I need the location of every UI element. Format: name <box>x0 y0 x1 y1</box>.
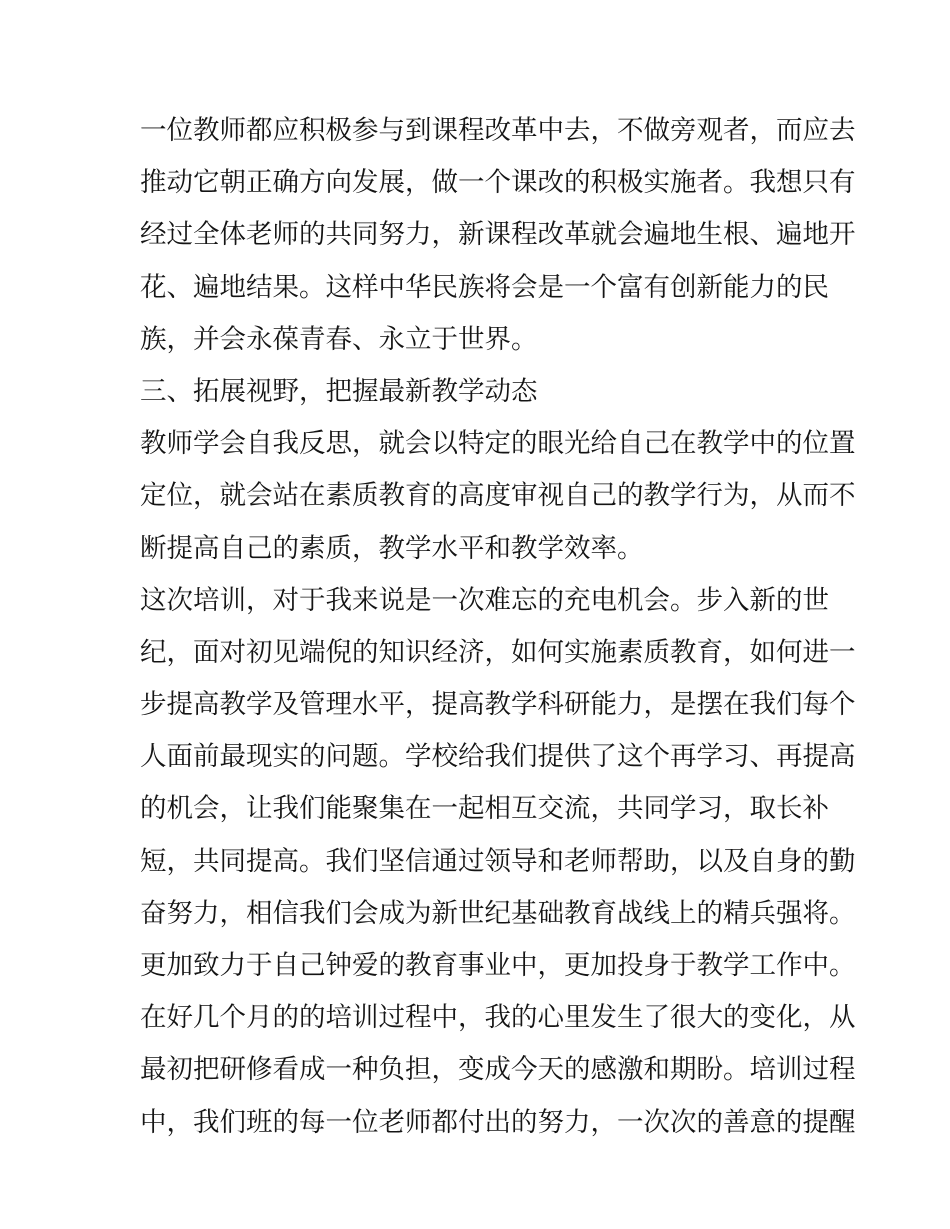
paragraph-line: 纪，面对初见端倪的知识经济，如何实施素质教育，如何进一 <box>140 636 856 668</box>
paragraph-line: 人面前最现实的问题。学校给我们提供了这个再学习、再提高 <box>140 741 856 773</box>
paragraph-line: 短，共同提高。我们坚信通过领导和老师帮助，以及自身的勤 <box>140 845 856 877</box>
paragraph-line: 的机会，让我们能聚集在一起相互交流，共同学习，取长补 <box>140 793 829 825</box>
paragraph-line: 一位教师都应积极参与到课程改革中去，不做旁观者，而应去 <box>140 115 856 146</box>
paragraph-line: 步提高教学及管理水平，提高教学科研能力，是摆在我们每个 <box>140 689 856 721</box>
paragraph-line: 中，我们班的每一位老师都付出的努力，一次次的善意的提醒 <box>140 1106 856 1138</box>
paragraph-line: 在好几个月的的培训过程中，我的心里发生了很大的变化，从 <box>140 1002 856 1034</box>
paragraph-line: 花、遍地结果。这样中华民族将会是一个富有创新能力的民 <box>140 271 829 303</box>
paragraph-line: 教师学会自我反思，就会以特定的眼光给自己在教学中的位置 <box>140 428 856 460</box>
paragraph-line: 推动它朝正确方向发展，做一个课改的积极实施者。我想只有 <box>140 167 856 199</box>
paragraph-line: 最初把研修看成一种负担，变成今天的感激和期盼。培训过程 <box>140 1054 856 1086</box>
paragraph-line: 奋努力，相信我们会成为新世纪基础教育战线上的精兵强将。 <box>140 897 856 929</box>
section-heading: 三、拓展视野，把握最新教学动态 <box>140 375 538 407</box>
paragraph-line: 更加致力于自己钟爱的教育事业中，更加投身于教学工作中。 <box>140 950 856 981</box>
paragraph-line: 经过全体老师的共同努力，新课程改革就会遍地生根、遍地开 <box>140 219 856 251</box>
paragraph-line: 断提高自己的素质，教学水平和教学效率。 <box>140 532 644 564</box>
paragraph-line: 这次培训，对于我来说是一次难忘的充电机会。步入新的世 <box>140 584 829 616</box>
document-body <box>140 105 856 1149</box>
paragraph-line: 定位，就会站在素质教育的高度审视自己的教学行为，从而不 <box>140 480 856 512</box>
paragraph-line: 族，并会永葆青春、永立于世界。 <box>140 323 538 355</box>
